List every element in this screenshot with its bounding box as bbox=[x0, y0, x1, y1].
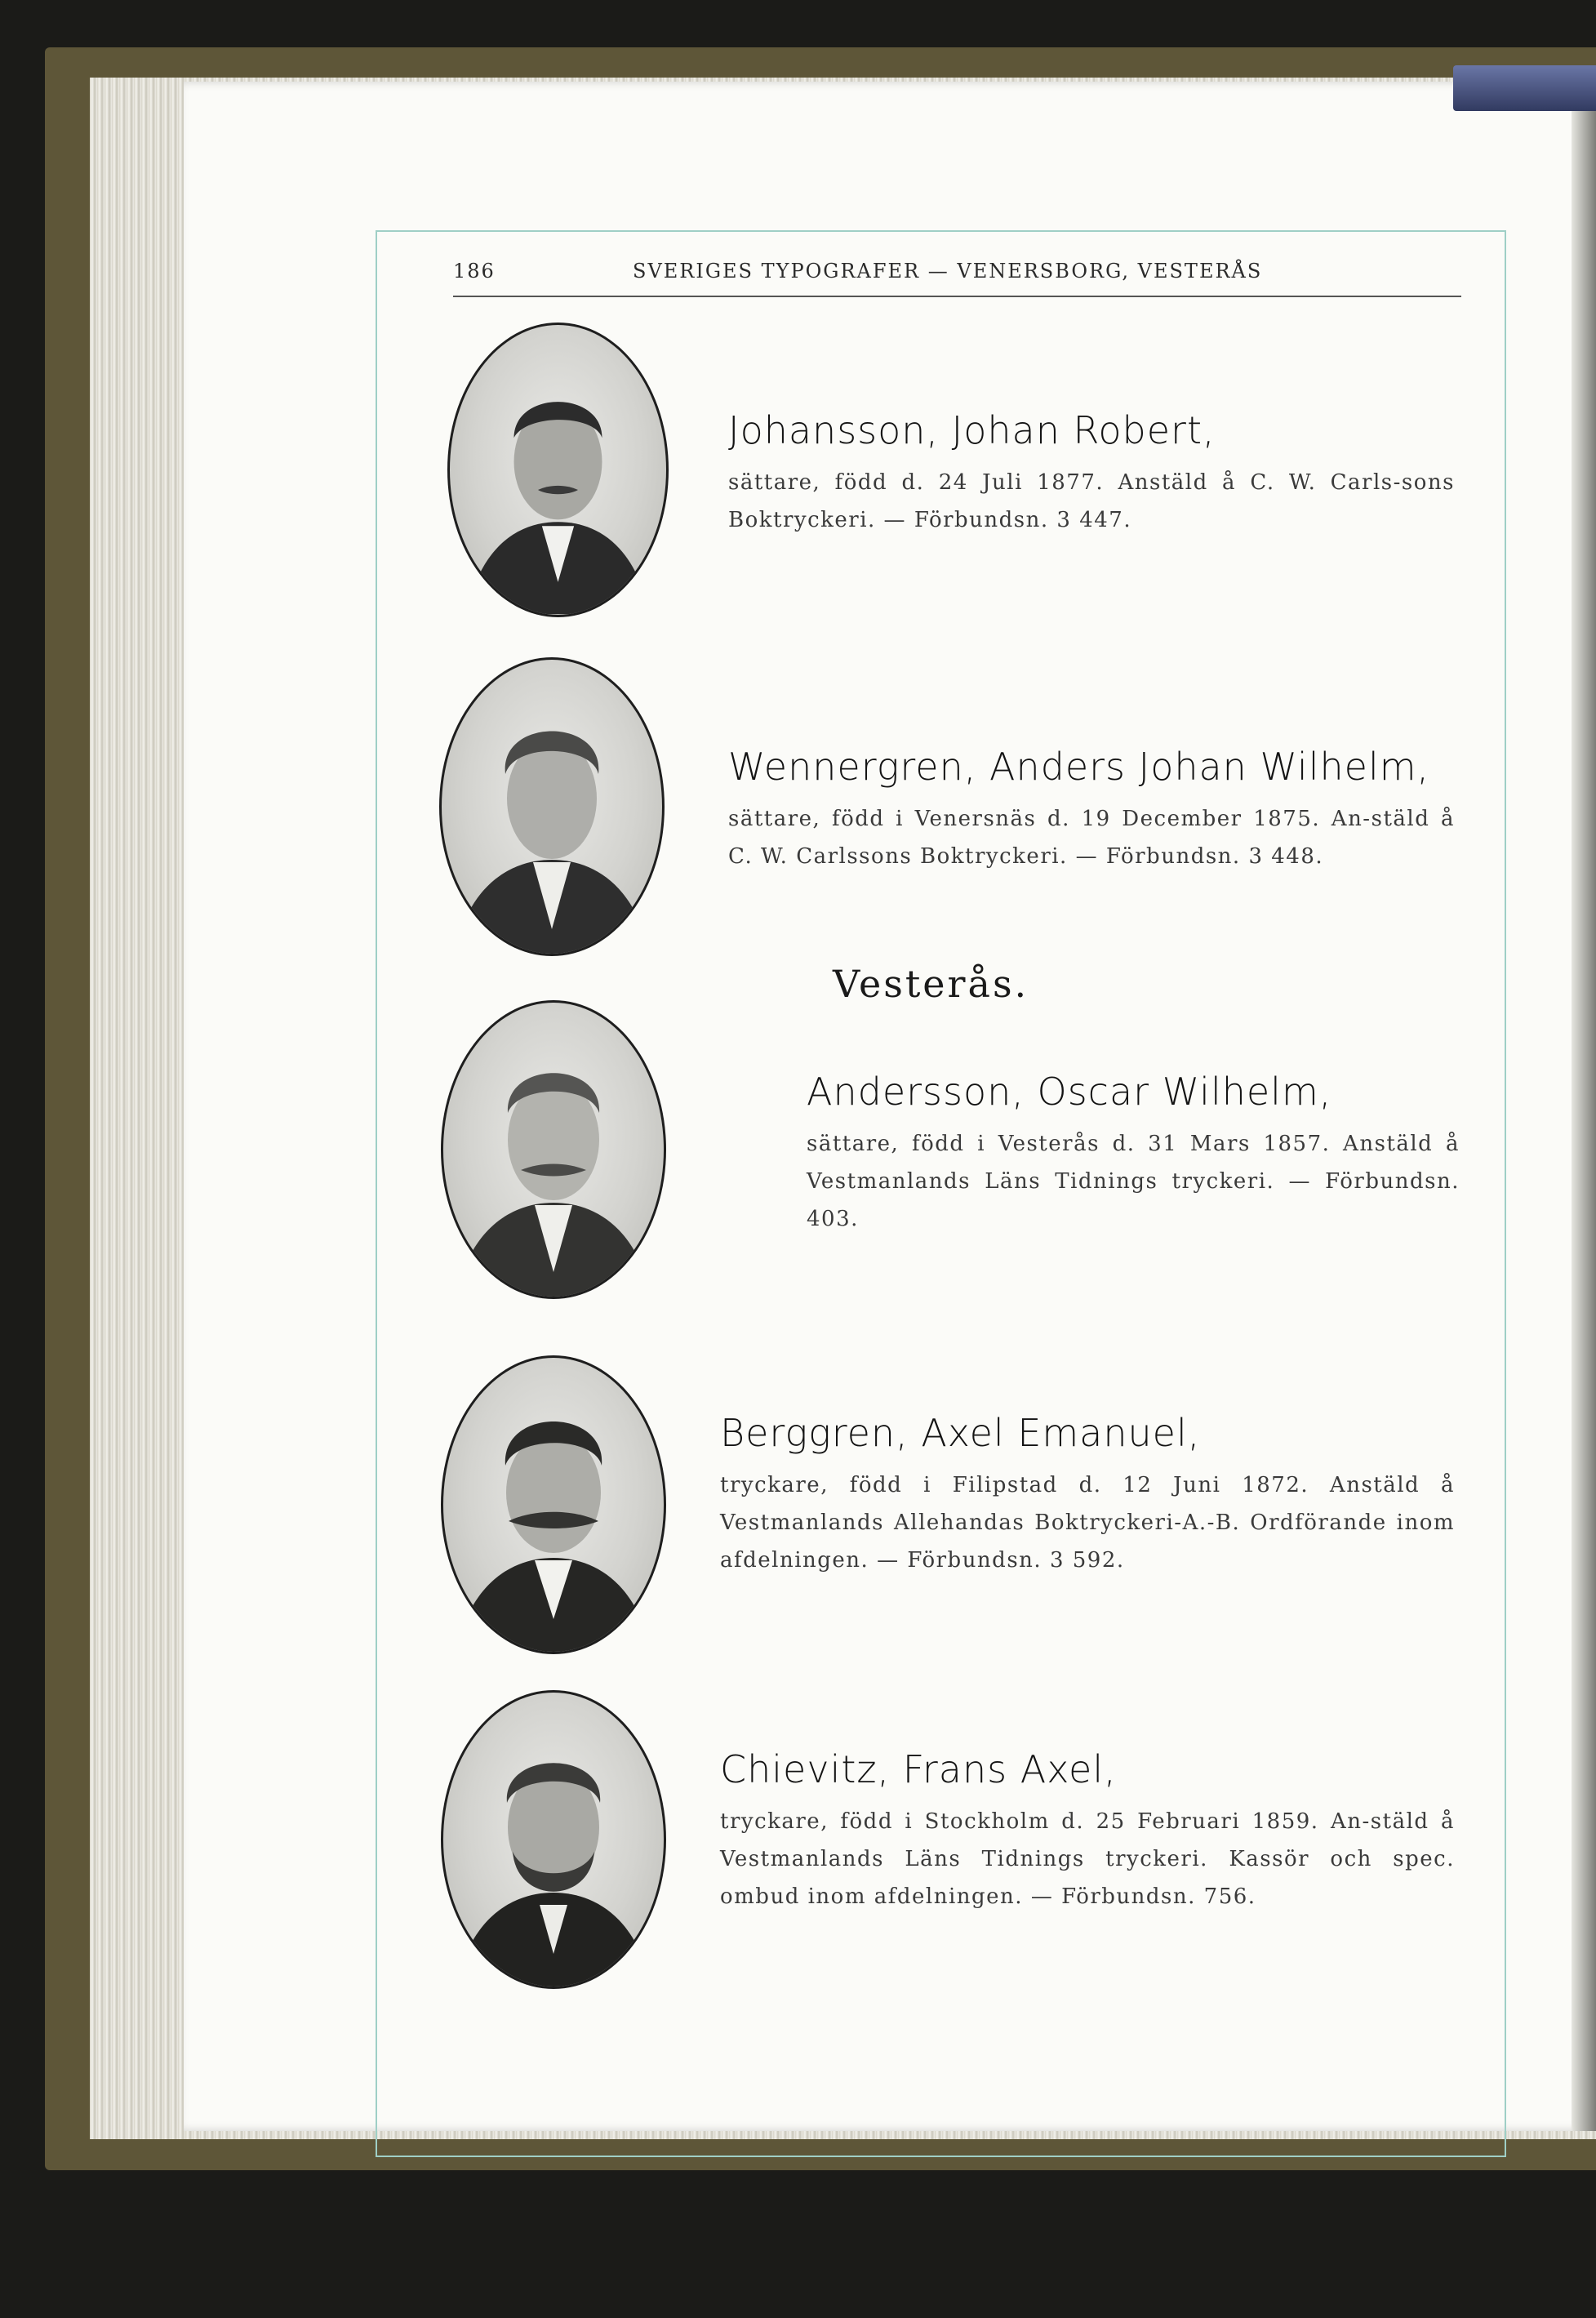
running-title: SVERIGES TYPOGRAFER — VENERSBORG, VESTERÅS bbox=[633, 260, 1263, 283]
running-head bbox=[453, 255, 1461, 297]
entry-description: tryckare, född i Stockholm d. 25 Februari 1859. An-stäld å Vestmanlands Läns Tidnings tryckeri. Kassör och spec. ombud inom afdelningen. — Förbundsn. 756. bbox=[720, 1809, 1455, 1909]
portrait-figure-2 bbox=[442, 660, 662, 954]
entry-description: tryckare, född i Filipstad d. 12 Juni 1872. Anstäld å Vestmanlands Allehandas Boktryckeri-A.-B. Ordförande inom afdelningen. — Förbundsn. 3 592. bbox=[720, 1473, 1455, 1573]
portrait-figure-5 bbox=[443, 1693, 664, 1987]
section-heading: Vesterås. bbox=[833, 962, 1029, 1006]
portrait-figure-3 bbox=[443, 1003, 664, 1297]
portrait-photo-3 bbox=[441, 1000, 666, 1299]
entry-3 bbox=[807, 1070, 1460, 1238]
entry-5 bbox=[720, 1747, 1455, 1915]
entry-name: Berggren, Axel Emanuel, bbox=[720, 1411, 1201, 1455]
portrait-photo-2 bbox=[439, 657, 665, 956]
portrait-photo-4 bbox=[441, 1355, 666, 1654]
entry-1 bbox=[728, 408, 1455, 539]
page-number: 186 bbox=[453, 260, 496, 283]
entry-2 bbox=[728, 745, 1455, 875]
entry-name: Wennergren, Anders Johan Wilhelm, bbox=[728, 745, 1430, 789]
portrait-figure-1 bbox=[450, 325, 666, 615]
portrait-figure-4 bbox=[443, 1358, 664, 1652]
entry-description: sättare, född i Venersnäs d. 19 December 1875. An-stäld å C. W. Carlssons Boktryckeri. — Förbundsn. 3 448. bbox=[728, 807, 1455, 869]
portrait-photo-5 bbox=[441, 1690, 666, 1989]
entry-name: Andersson, Oscar Wilhelm, bbox=[807, 1070, 1332, 1114]
entry-name: Johansson, Johan Robert, bbox=[728, 408, 1216, 452]
entry-description: sättare, född i Vesterås d. 31 Mars 1857. Anstäld å Vestmanlands Läns Tidnings tryckeri. — Förbundsn. 403. bbox=[807, 1132, 1460, 1231]
page-shadow-strip bbox=[1572, 82, 1596, 2131]
entry-name: Chievitz, Frans Axel, bbox=[720, 1747, 1117, 1791]
bookmark-ribbon bbox=[1453, 65, 1596, 111]
entry-4 bbox=[720, 1411, 1455, 1579]
portrait-photo-1 bbox=[447, 323, 669, 617]
entry-description: sättare, född d. 24 Juli 1877. Anstäld å C. W. Carls-sons Boktryckeri. — Förbundsn. 3 447. bbox=[728, 470, 1455, 532]
